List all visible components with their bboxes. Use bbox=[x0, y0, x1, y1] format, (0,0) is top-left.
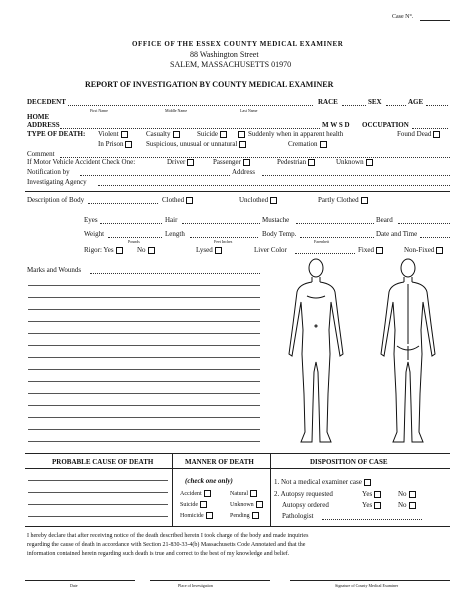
marks-wounds-line[interactable] bbox=[28, 417, 260, 418]
pending-option[interactable] bbox=[230, 512, 259, 519]
fixed-option[interactable] bbox=[358, 246, 383, 254]
partly-clothed-label: Partly Clothed bbox=[318, 196, 359, 204]
home-address-field[interactable] bbox=[60, 128, 320, 129]
date-signature-line[interactable] bbox=[25, 580, 135, 581]
pedestrian-label: Pedestrian bbox=[277, 158, 307, 166]
clothed-checkbox[interactable] bbox=[186, 197, 193, 204]
marks-wounds-line[interactable] bbox=[28, 429, 260, 430]
place-signature-line[interactable] bbox=[150, 580, 270, 581]
homicide-checkbox[interactable] bbox=[206, 512, 213, 519]
office-city: SALEM, MASSACHUSETTS 01970 bbox=[170, 60, 292, 69]
marks-wounds-line[interactable] bbox=[28, 357, 260, 358]
home-label: HOME bbox=[27, 113, 50, 121]
marks-wounds-line[interactable] bbox=[28, 321, 260, 322]
violent-label: Violent bbox=[98, 130, 119, 138]
marks-wounds-line[interactable] bbox=[28, 297, 260, 298]
suspicious-label: Suspicious, unusual or unnatural bbox=[146, 140, 238, 148]
fahrenheit-caption: Farenheit bbox=[314, 239, 330, 244]
passenger-label: Passenger bbox=[213, 158, 241, 166]
marks-wounds-line[interactable] bbox=[28, 333, 260, 334]
autopsy-ordered-no-label: No bbox=[398, 501, 407, 509]
suspicious-option[interactable] bbox=[146, 140, 246, 148]
declaration-line-1: I hereby declare that after receiving notice of the death described herein I took charge of the body and made inquiries bbox=[27, 533, 309, 539]
manner-suicide-label: Suicide bbox=[180, 501, 198, 508]
manner-of-death-header: MANNER OF DEATH bbox=[185, 458, 254, 466]
disposition-header: DISPOSITION OF CASE bbox=[310, 458, 388, 466]
cremation-checkbox[interactable] bbox=[320, 141, 327, 148]
not-me-case-checkbox[interactable] bbox=[364, 479, 371, 486]
marks-wounds-line[interactable] bbox=[28, 405, 260, 406]
hair-label: Hair bbox=[165, 216, 178, 224]
driver-label: Driver bbox=[167, 158, 186, 166]
rigor-no-checkbox[interactable] bbox=[148, 247, 155, 254]
autopsy-ordered-no[interactable] bbox=[398, 501, 416, 509]
marks-wounds-line[interactable] bbox=[28, 309, 260, 310]
case-number-line bbox=[420, 20, 450, 21]
last-name-caption: Last Name bbox=[240, 108, 258, 113]
agency-field[interactable] bbox=[98, 185, 450, 186]
marks-wounds-field[interactable] bbox=[90, 273, 260, 274]
found-dead-option[interactable] bbox=[397, 130, 440, 138]
notification-address-field[interactable] bbox=[262, 175, 450, 176]
rigor-yes-checkbox[interactable] bbox=[116, 247, 123, 254]
report-title: REPORT OF INVESTIGATION BY COUNTY MEDICAL EXAMINER bbox=[85, 80, 334, 89]
autopsy-ordered-yes-checkbox[interactable] bbox=[374, 502, 381, 509]
autopsy-requested-no-label: No bbox=[398, 490, 407, 498]
probable-cause-line[interactable] bbox=[28, 480, 168, 481]
driver-checkbox[interactable] bbox=[187, 159, 194, 166]
unclothed-option[interactable] bbox=[239, 196, 277, 204]
body-temp-label: Body Temp. bbox=[262, 230, 297, 238]
body-temp-field[interactable] bbox=[300, 237, 374, 238]
autopsy-requested-label: 2. Autopsy requested bbox=[274, 490, 333, 498]
passenger-checkbox[interactable] bbox=[243, 159, 250, 166]
body-back-diagram bbox=[377, 254, 439, 450]
autopsy-ordered-yes[interactable] bbox=[362, 501, 381, 509]
rigor-yes-label: Rigor: Yes bbox=[84, 246, 114, 254]
hair-field[interactable] bbox=[182, 223, 260, 224]
marks-wounds-line[interactable] bbox=[28, 393, 260, 394]
probable-cause-line[interactable] bbox=[28, 492, 168, 493]
office-street: 88 Washington Street bbox=[190, 50, 259, 59]
rigor-no-label: No bbox=[137, 246, 146, 254]
decedent-name-field[interactable] bbox=[68, 105, 313, 106]
autopsy-requested-no[interactable] bbox=[398, 490, 416, 498]
lysed-option[interactable] bbox=[196, 246, 222, 254]
unknown-label: Unknown bbox=[336, 158, 364, 166]
rigor-yes-option[interactable] bbox=[84, 246, 123, 254]
autopsy-requested-yes-checkbox[interactable] bbox=[374, 491, 381, 498]
passenger-option[interactable] bbox=[213, 158, 250, 166]
non-fixed-label: Non-Fixed bbox=[404, 246, 435, 254]
pedestrian-option[interactable] bbox=[277, 158, 315, 166]
accident-checkbox[interactable] bbox=[204, 490, 211, 497]
in-prison-label: In Prison bbox=[98, 140, 124, 148]
address-label: ADDRESS bbox=[27, 121, 60, 129]
autopsy-requested-yes[interactable] bbox=[362, 490, 381, 498]
fixed-label: Fixed bbox=[358, 246, 374, 254]
pounds-caption: Pounds bbox=[128, 239, 140, 244]
autopsy-requested-yes-label: Yes bbox=[362, 490, 373, 498]
marital-status-label: M W S D bbox=[322, 121, 350, 129]
suicide-option[interactable] bbox=[197, 130, 227, 138]
casualty-option[interactable] bbox=[146, 130, 180, 138]
casualty-checkbox[interactable] bbox=[173, 131, 180, 138]
weight-label: Weight bbox=[84, 230, 105, 238]
notification-address-label: Address bbox=[232, 168, 255, 176]
accident-label: Accident bbox=[180, 490, 202, 497]
suicide-label: Suicide bbox=[197, 130, 218, 138]
unclothed-checkbox[interactable] bbox=[270, 197, 277, 204]
clothed-label: Clothed bbox=[162, 196, 185, 204]
marks-wounds-line[interactable] bbox=[28, 285, 260, 286]
date-time-label: Date and Time bbox=[376, 230, 418, 238]
partly-clothed-option[interactable] bbox=[318, 196, 368, 204]
beard-label: Beard bbox=[376, 216, 393, 224]
occupation-field[interactable] bbox=[412, 128, 448, 129]
eyes-field[interactable] bbox=[100, 223, 162, 224]
unknown-checkbox[interactable] bbox=[366, 159, 373, 166]
autopsy-requested-no-checkbox[interactable] bbox=[409, 491, 416, 498]
marks-wounds-line[interactable] bbox=[28, 441, 260, 442]
date-caption: Date bbox=[70, 583, 78, 588]
body-front-diagram bbox=[285, 254, 347, 450]
manner-unknown-checkbox[interactable] bbox=[256, 501, 263, 508]
not-me-case-option[interactable] bbox=[274, 478, 371, 486]
homicide-label: Homicide bbox=[180, 512, 204, 519]
table-divider-1 bbox=[172, 453, 173, 526]
age-label: AGE bbox=[408, 98, 424, 106]
natural-label: Natural bbox=[230, 490, 248, 497]
date-time-field[interactable] bbox=[420, 237, 450, 238]
manner-unknown-option[interactable] bbox=[230, 501, 263, 508]
marks-wounds-line[interactable] bbox=[28, 381, 260, 382]
eyes-label: Eyes bbox=[84, 216, 98, 224]
liver-color-label: Liver Color bbox=[254, 246, 287, 254]
manner-suicide-option[interactable] bbox=[180, 501, 207, 508]
autopsy-ordered-label: Autopsy ordered bbox=[282, 501, 329, 509]
sex-label: SEX bbox=[368, 98, 382, 106]
natural-option[interactable] bbox=[230, 490, 257, 497]
table-bottom-border bbox=[25, 526, 450, 527]
manner-unknown-label: Unknown bbox=[230, 501, 254, 508]
suspicious-checkbox[interactable] bbox=[239, 141, 246, 148]
lysed-checkbox[interactable] bbox=[215, 247, 222, 254]
age-field[interactable] bbox=[426, 105, 448, 106]
marks-wounds-label: Marks and Wounds bbox=[27, 266, 82, 274]
table-top-border bbox=[25, 453, 450, 454]
race-field[interactable] bbox=[342, 105, 366, 106]
non-fixed-option[interactable] bbox=[404, 246, 443, 254]
length-label: Length bbox=[165, 230, 185, 238]
check-one-note: (check one only) bbox=[185, 477, 233, 485]
race-label: RACE bbox=[318, 98, 338, 106]
cremation-label: Cremation bbox=[288, 140, 318, 148]
declaration-line-3: information contained herein regarding such death is true and correct to the best of my knowledge and belief. bbox=[27, 551, 290, 557]
motor-vehicle-label: If Motor Vehicle Accident Check One: bbox=[27, 158, 136, 166]
comment-label: Comment bbox=[27, 150, 55, 158]
autopsy-ordered-no-checkbox[interactable] bbox=[409, 502, 416, 509]
casualty-label: Casualty bbox=[146, 130, 171, 138]
weight-field[interactable] bbox=[108, 237, 162, 238]
table-divider-2 bbox=[270, 453, 271, 526]
section-divider bbox=[25, 191, 450, 192]
place-caption: Place of Investigation bbox=[178, 583, 213, 588]
accident-option[interactable] bbox=[180, 490, 211, 497]
decedent-label: DECEDENT bbox=[27, 98, 66, 106]
pending-checkbox[interactable] bbox=[252, 512, 259, 519]
notification-field[interactable] bbox=[80, 175, 230, 176]
case-number-label: Case N°. bbox=[392, 14, 414, 20]
autopsy-ordered-yes-label: Yes bbox=[362, 501, 373, 509]
length-field[interactable] bbox=[190, 237, 258, 238]
cremation-option[interactable] bbox=[288, 140, 327, 148]
mustache-label: Mustache bbox=[262, 216, 290, 224]
natural-checkbox[interactable] bbox=[250, 490, 257, 497]
lysed-label: Lysed bbox=[196, 246, 213, 254]
notification-label: Notification by bbox=[27, 168, 70, 176]
pathologist-field[interactable] bbox=[322, 519, 422, 520]
declaration-line-2: regarding the cause of death in accordance with Section 21-830-33-4(b) Massachusetts Code Annotated and that the bbox=[27, 542, 306, 548]
violent-option[interactable] bbox=[98, 130, 128, 138]
pathologist-label: Pathologist bbox=[282, 512, 314, 520]
table-header-border bbox=[25, 468, 450, 469]
mustache-field[interactable] bbox=[296, 223, 374, 224]
signature-caption: Signature of County Medical Examiner bbox=[335, 583, 399, 588]
in-prison-checkbox[interactable] bbox=[125, 141, 132, 148]
unknown-option[interactable] bbox=[336, 158, 373, 166]
violent-checkbox[interactable] bbox=[121, 131, 128, 138]
marks-wounds-line[interactable] bbox=[28, 345, 260, 346]
sudden-option[interactable] bbox=[238, 130, 343, 138]
found-dead-label: Found Dead bbox=[397, 130, 432, 138]
sudden-checkbox[interactable] bbox=[238, 131, 245, 138]
partly-clothed-checkbox[interactable] bbox=[361, 197, 368, 204]
examiner-signature-line[interactable] bbox=[290, 580, 450, 581]
manner-suicide-checkbox[interactable] bbox=[200, 501, 207, 508]
pending-label: Pending bbox=[230, 512, 250, 519]
probable-cause-header: PROBABLE CAUSE OF DEATH bbox=[52, 458, 154, 466]
clothed-option[interactable] bbox=[162, 196, 193, 204]
not-me-case-label: 1. Not a medical examiner case bbox=[274, 478, 362, 486]
found-dead-checkbox[interactable] bbox=[433, 131, 440, 138]
unclothed-label: Unclothed bbox=[239, 196, 269, 204]
body-description-label: Description of Body bbox=[27, 196, 85, 204]
body-description-field[interactable] bbox=[88, 203, 158, 204]
pedestrian-checkbox[interactable] bbox=[308, 159, 315, 166]
probable-cause-line[interactable] bbox=[28, 516, 168, 517]
homicide-option[interactable] bbox=[180, 512, 213, 519]
beard-field[interactable] bbox=[398, 223, 450, 224]
fixed-checkbox[interactable] bbox=[376, 247, 383, 254]
marks-wounds-line[interactable] bbox=[28, 369, 260, 370]
in-prison-option[interactable] bbox=[98, 140, 132, 148]
probable-cause-line[interactable] bbox=[28, 504, 168, 505]
first-name-caption: First Name bbox=[90, 108, 108, 113]
driver-option[interactable] bbox=[167, 158, 194, 166]
sex-field[interactable] bbox=[386, 105, 406, 106]
middle-name-caption: Middle Name bbox=[165, 108, 188, 113]
agency-label: Investigating Agency bbox=[27, 178, 87, 186]
non-fixed-checkbox[interactable] bbox=[436, 247, 443, 254]
office-title: OFFICE OF THE ESSEX COUNTY MEDICAL EXAMINER bbox=[132, 40, 344, 48]
rigor-no-option[interactable] bbox=[137, 246, 155, 254]
feet-inches-caption: Feet Inches bbox=[214, 239, 233, 244]
suicide-checkbox[interactable] bbox=[220, 131, 227, 138]
type-of-death-label: TYPE OF DEATH: bbox=[27, 130, 86, 138]
occupation-label: OCCUPATION bbox=[362, 121, 409, 129]
sudden-label: Suddenly when in apparent health bbox=[248, 130, 344, 138]
